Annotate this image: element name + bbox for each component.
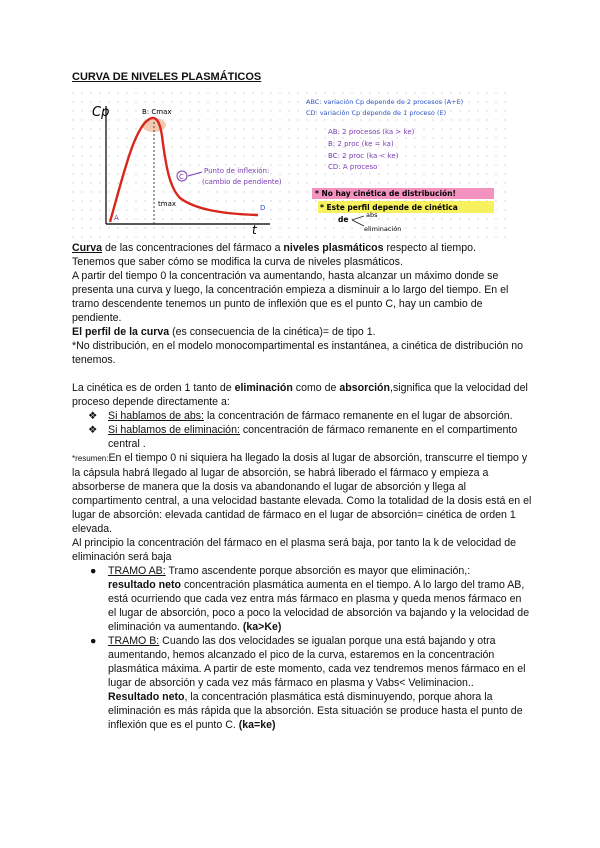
highlight-note-1: * No hay cinética de distribución! bbox=[315, 189, 456, 198]
list-item: ❖ Si hablamos de eliminación: concentración de fármaco remanente en el compartimento central . bbox=[88, 424, 518, 450]
diamond-bullet-icon: ❖ bbox=[88, 424, 98, 436]
paragraph-summary: *resumen:En el tiempo 0 ni siquiera ha llegado la dosis al lugar de absorción, transcurre el tiempo y la cápsula habrá llegado al lugar de absorción, se habrá liberado el fármaco y empieza a absorberse de manera que la dosis va abandonando el lugar de absorción y llega al compartimento central, a una velocidad bastante elevada. Como la totalidad de la dosis está en el lugar de absorción: elevada cantidad de fármaco en el lugar de absorción= cinética de orden 1 elevada. bbox=[72, 452, 532, 535]
tramo-cd-note: CD: A proceso bbox=[328, 163, 378, 171]
paragraph-modify: Tenemos que saber cómo se modifica la curva de niveles plasmáticos. bbox=[72, 256, 403, 268]
highlight-note-3c: eliminación bbox=[364, 225, 402, 233]
list-item: ● TRAMO B: Cuando las dos velocidades se igualan porque una está bajando y otra aumentando, hemos alcanzado el pico de la curva, estaremos en la concentración plasmática máxima. A partir de este momento, cada vez tendremos menos fármaco en el lugar de absorción y cada vez más fármaco en plasma y Vabs< Veliminacion.. Resultado neto, la concentración plasmática está disminuyendo, porque ahora la eliminación es más rápida que la absorción. Esta situación se produce hasta el punto de inflexión que es el punto C. (ka=ke) bbox=[90, 635, 526, 731]
tramo-ab-note: AB: 2 procesos (ka > ke) bbox=[328, 128, 415, 136]
paragraph-order-kinetics: La cinética es de orden 1 tanto de eliminación como de absorción,significa que la velocidad del proceso depende directamente a: bbox=[72, 382, 528, 408]
paragraph-description: A partir del tiempo 0 la concentración va aumentando, hasta alcanzar un máximo donde se presenta una curva y luego, la concentración empieza a disminuir a lo largo del tiempo. En el tramo descendente tenemos un punto de inflexión que es el punto C, hay un cambio de pendiente. bbox=[72, 270, 509, 324]
point-c: C bbox=[179, 173, 184, 181]
highlight-note-3b: abs bbox=[366, 211, 378, 219]
highlight-note-2: * Este perfil depende de cinética bbox=[320, 203, 458, 212]
pharmacokinetic-figure bbox=[72, 92, 512, 240]
document-body bbox=[72, 241, 532, 732]
list-item: ❖ Si hablamos de abs: la concentración de fármaco remanente en el lugar de absorción. bbox=[88, 410, 513, 422]
tmax-label: tmax bbox=[158, 200, 176, 208]
tramo-b-note: B: 2 proc (ke = ka) bbox=[328, 140, 394, 148]
page-title: CURVA DE NIVELES PLASMÁTICOS bbox=[72, 71, 262, 83]
x-axis-label: t bbox=[252, 223, 257, 237]
bullet-icon: ● bbox=[90, 635, 97, 647]
highlight-note-3a: de bbox=[338, 215, 349, 224]
list-item: ● TRAMO AB: Tramo ascendente porque absorción es mayor que eliminación,: resultado neto concentración plasmática aumenta en el tiempo. A lo largo del tramo AB, está ocurriendo que cada vez entra más fármaco en plasma y queda menos fármaco en el lugar de absorción, poco a poco la velocidad de absorción va bajando y la velocidad de eliminación va aumentando. (ka>Ke) bbox=[90, 565, 530, 633]
paragraph-initial-concentration: Al principio la concentración del fármaco en el plasma será baja, por tanto la k de velocidad de eliminación será baja bbox=[72, 537, 517, 563]
paragraph-profile: El perfil de la curva (es consecuencia de la cinética)= de tipo 1. bbox=[72, 326, 376, 338]
paragraph-curve-definition: Curva de las concentraciones del fármaco a niveles plasmáticos respecto al tiempo. bbox=[72, 242, 476, 254]
inflection-note-1: Punto de inflexión: bbox=[204, 167, 270, 175]
y-axis-label: Cp bbox=[92, 105, 110, 120]
peak-highlight bbox=[142, 118, 166, 132]
paragraph-no-distribution: *No distribución, en el modelo monocompartimental es instantánea, a cinética de distribución no tenemos. bbox=[72, 340, 524, 366]
point-d: D bbox=[260, 204, 266, 212]
bullet-icon: ● bbox=[90, 565, 97, 577]
point-a: A bbox=[114, 214, 119, 222]
peak-label: B: Cmax bbox=[142, 108, 172, 116]
note-cd: CD: variación Cp depende de 1 proceso (E) bbox=[306, 109, 447, 117]
inflection-note-2: (cambio de pendiente) bbox=[202, 178, 282, 186]
diamond-bullet-icon: ❖ bbox=[88, 410, 98, 422]
note-abc: ABC: variación Cp depende de 2 procesos (A+E) bbox=[306, 98, 464, 106]
tramo-bc-note: BC: 2 proc (ka < ke) bbox=[328, 152, 399, 160]
